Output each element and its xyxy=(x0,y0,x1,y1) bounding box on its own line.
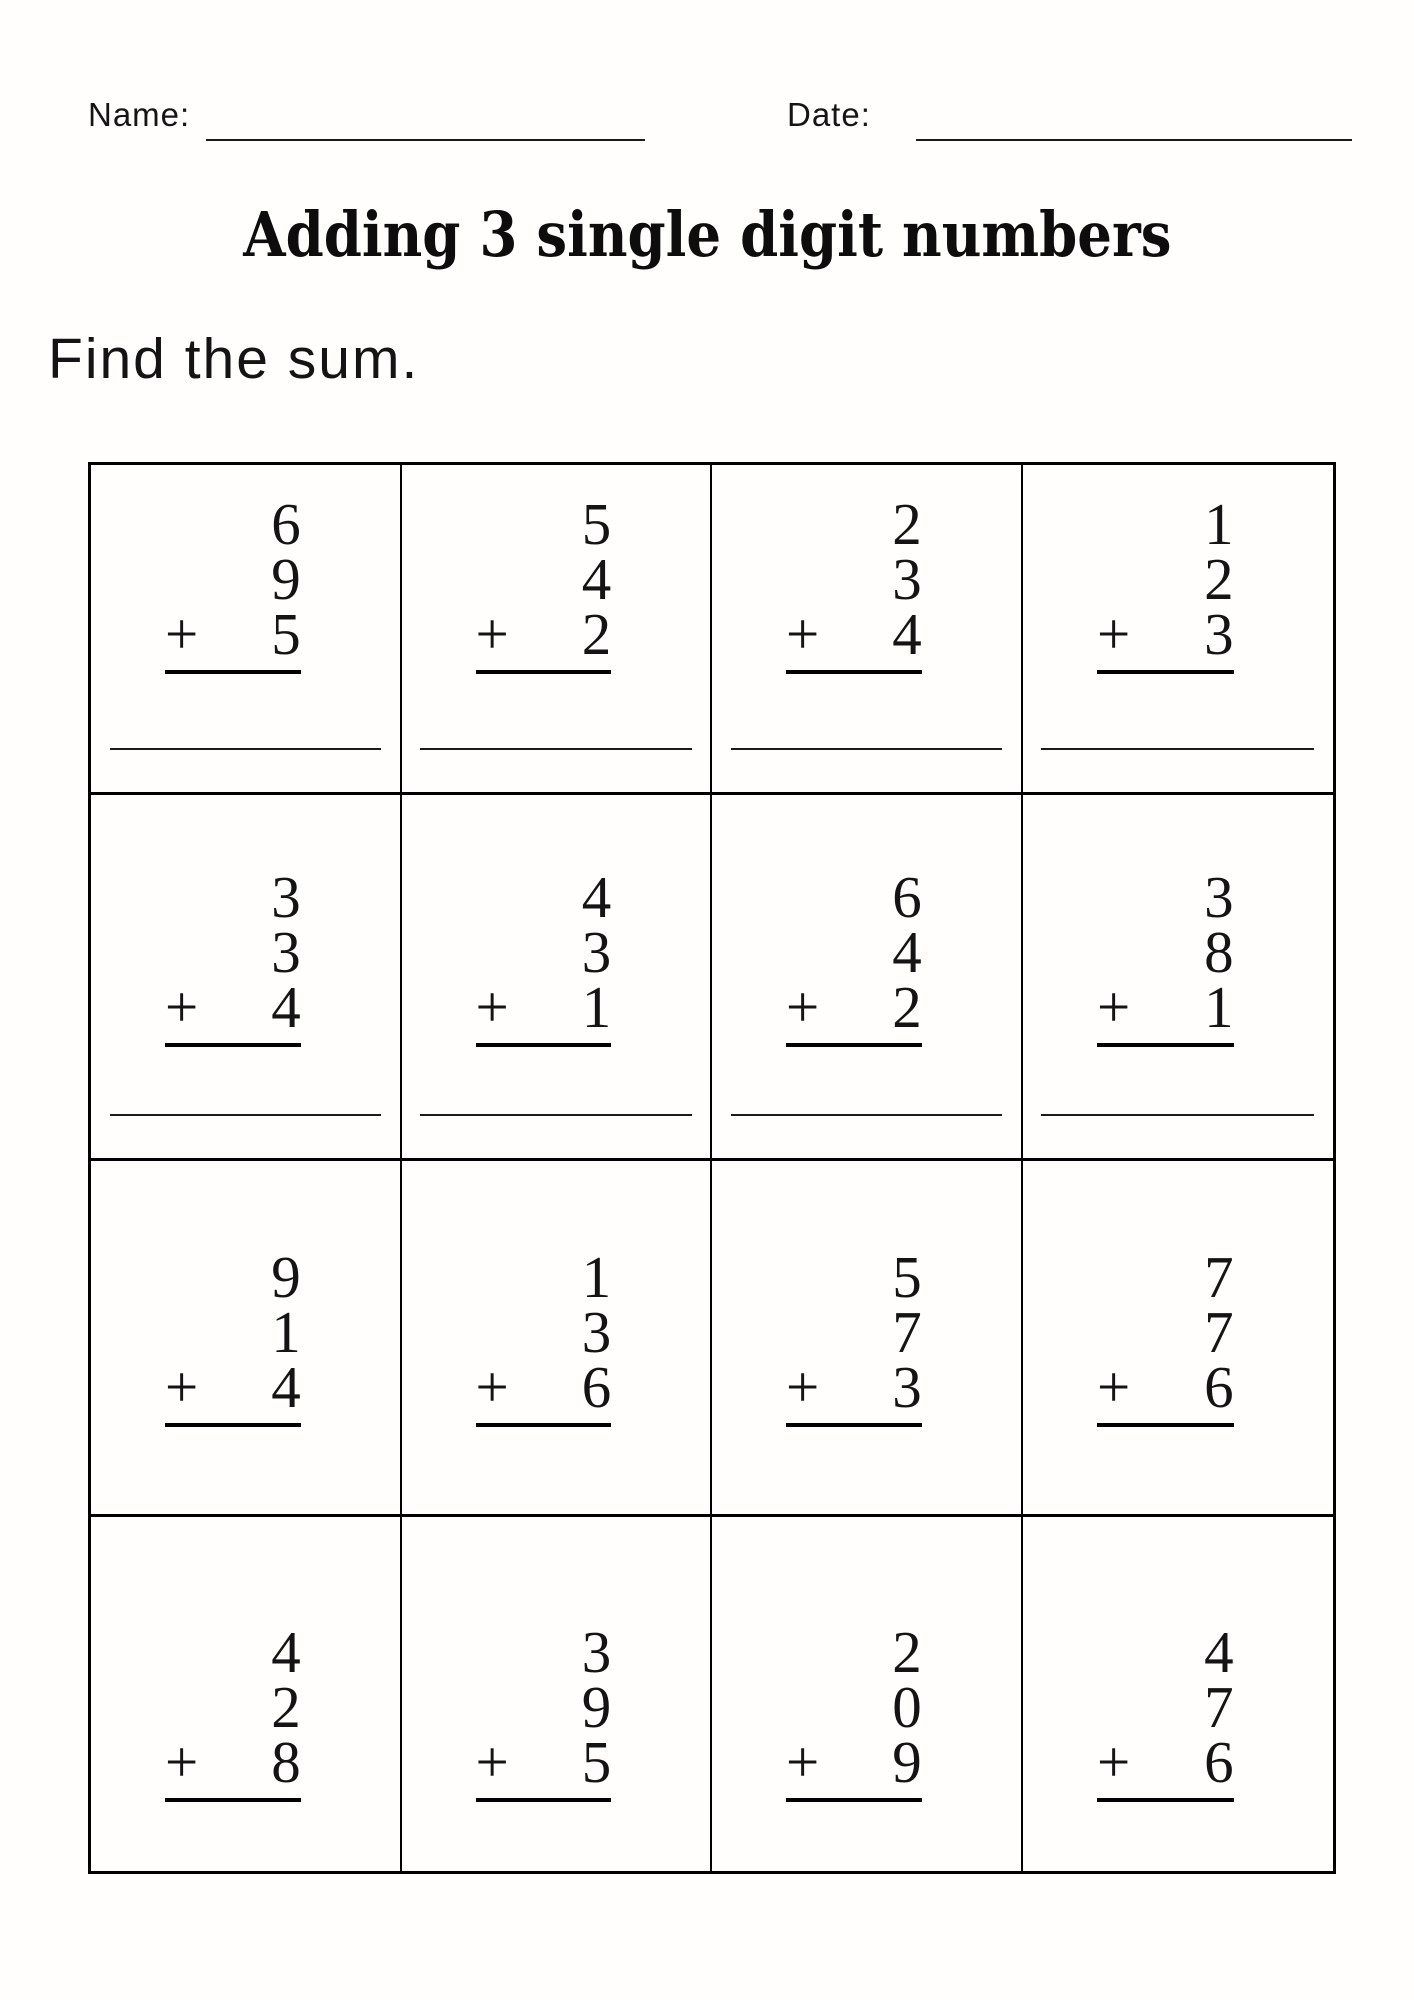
problems-grid xyxy=(88,462,1336,1874)
sum-line xyxy=(1097,1423,1234,1427)
plus-operator-icon: + xyxy=(786,1354,820,1420)
addend-digit: 5 xyxy=(271,601,301,667)
addend-digit: 1 xyxy=(271,1299,301,1365)
answer-line[interactable] xyxy=(731,748,1003,750)
plus-operator-icon: + xyxy=(1097,1729,1131,1795)
addend-digit: 1 xyxy=(581,974,612,1040)
addend-digit: 4 xyxy=(892,601,922,667)
addend-digit: 5 xyxy=(581,491,612,557)
addend-digit: 6 xyxy=(1204,1354,1234,1420)
problem-cell xyxy=(1023,1161,1334,1517)
addend-digit: 2 xyxy=(892,974,922,1040)
problem-cell xyxy=(402,795,713,1161)
addend-digit: 4 xyxy=(271,1619,301,1685)
problem xyxy=(786,465,922,674)
problem xyxy=(1097,1161,1234,1427)
date-input-line[interactable] xyxy=(916,139,1352,141)
problem-cell xyxy=(91,1161,402,1517)
addend-digit: 9 xyxy=(271,546,301,612)
operator-row xyxy=(1097,1354,1234,1420)
operator-row xyxy=(475,1354,612,1420)
plus-operator-icon: + xyxy=(1097,974,1131,1040)
problem xyxy=(1097,795,1234,1047)
sum-line xyxy=(1097,670,1234,674)
sum-line xyxy=(786,1043,922,1047)
sum-line xyxy=(165,1798,301,1802)
answer-line[interactable] xyxy=(110,1114,382,1116)
answer-line[interactable] xyxy=(1041,1114,1314,1116)
problem xyxy=(786,1161,922,1427)
problem-cell xyxy=(1023,465,1334,795)
addend-digit: 6 xyxy=(892,864,922,930)
problem xyxy=(476,795,612,1047)
addend-digit: 4 xyxy=(581,864,612,930)
name-label: Name: xyxy=(88,96,191,133)
sum-line xyxy=(1097,1798,1234,1802)
addend-digit: 2 xyxy=(1204,546,1234,612)
operator-row xyxy=(475,1729,612,1795)
problem-cell xyxy=(402,465,713,795)
title-row xyxy=(0,199,1414,271)
addend-digit: 3 xyxy=(1204,601,1234,667)
plus-operator-icon: + xyxy=(165,601,199,667)
addend-digit: 5 xyxy=(581,1729,612,1795)
plus-operator-icon: + xyxy=(786,1729,820,1795)
addend-digit: 8 xyxy=(271,1729,301,1795)
operator-row xyxy=(786,601,922,667)
plus-operator-icon: + xyxy=(475,1729,509,1795)
answer-line[interactable] xyxy=(420,748,692,750)
answer-line[interactable] xyxy=(420,1114,692,1116)
problem-cell xyxy=(91,795,402,1161)
plus-operator-icon: + xyxy=(475,974,509,1040)
plus-operator-icon: + xyxy=(1097,601,1131,667)
operator-row xyxy=(786,1729,922,1795)
instruction-text: Find the sum. xyxy=(48,327,420,391)
problem xyxy=(1097,465,1234,674)
addend-digit: 3 xyxy=(892,1354,922,1420)
addend-digit: 3 xyxy=(581,919,612,985)
sum-line xyxy=(165,1423,301,1427)
addend-digit: 3 xyxy=(1204,864,1234,930)
addend-digit: 3 xyxy=(271,919,301,985)
addend-digit: 4 xyxy=(892,919,922,985)
plus-operator-icon: + xyxy=(165,1729,199,1795)
answer-line[interactable] xyxy=(731,1114,1003,1116)
problem-cell xyxy=(712,795,1023,1161)
answer-line[interactable] xyxy=(110,748,382,750)
addend-digit: 7 xyxy=(1204,1674,1234,1740)
problem-cell xyxy=(712,1517,1023,1871)
addend-digit: 1 xyxy=(1204,974,1234,1040)
problem-cell xyxy=(712,465,1023,795)
addend-digit: 3 xyxy=(581,1299,612,1365)
problem xyxy=(476,1161,612,1427)
date-label: Date: xyxy=(787,96,871,133)
problem xyxy=(165,795,301,1047)
sum-line xyxy=(786,1798,922,1802)
addend-digit: 4 xyxy=(271,1354,301,1420)
operator-row xyxy=(165,1729,301,1795)
sum-line xyxy=(476,1798,612,1802)
sum-line xyxy=(476,1043,612,1047)
addend-digit: 7 xyxy=(1204,1299,1234,1365)
problem xyxy=(476,1517,612,1802)
sum-line xyxy=(476,670,612,674)
sum-line xyxy=(786,1423,922,1427)
addend-digit: 3 xyxy=(581,1619,612,1685)
addend-digit: 4 xyxy=(271,974,301,1040)
addend-digit: 3 xyxy=(271,864,301,930)
addend-digit: 4 xyxy=(1204,1619,1234,1685)
problem xyxy=(165,1161,301,1427)
addend-digit: 8 xyxy=(1204,919,1234,985)
operator-row xyxy=(1097,601,1234,667)
addend-digit: 2 xyxy=(271,1674,301,1740)
addend-digit: 6 xyxy=(1204,1729,1234,1795)
operator-row xyxy=(1097,1729,1234,1795)
plus-operator-icon: + xyxy=(165,974,199,1040)
page-title: Adding 3 single digit numbers xyxy=(242,198,1172,271)
problem xyxy=(165,1517,301,1802)
addend-digit: 9 xyxy=(892,1729,922,1795)
addend-digit: 4 xyxy=(581,546,612,612)
answer-line[interactable] xyxy=(1041,748,1314,750)
operator-row xyxy=(165,974,301,1040)
addend-digit: 2 xyxy=(581,601,612,667)
operator-row xyxy=(786,974,922,1040)
problem-cell xyxy=(402,1517,713,1871)
problem xyxy=(786,795,922,1047)
sum-line xyxy=(165,1043,301,1047)
problem-cell xyxy=(91,465,402,795)
operator-row xyxy=(1097,974,1234,1040)
name-input-line[interactable] xyxy=(206,139,645,141)
addend-digit: 5 xyxy=(892,1244,922,1310)
problem-cell xyxy=(402,1161,713,1517)
plus-operator-icon: + xyxy=(165,1354,199,1420)
sum-line xyxy=(1097,1043,1234,1047)
addend-digit: 2 xyxy=(892,491,922,557)
problem xyxy=(786,1517,922,1802)
problem xyxy=(165,465,301,674)
addend-digit: 1 xyxy=(1204,491,1234,557)
operator-row xyxy=(786,1354,922,1420)
operator-row xyxy=(165,1354,301,1420)
sum-line xyxy=(476,1423,612,1427)
plus-operator-icon: + xyxy=(475,601,509,667)
operator-row xyxy=(165,601,301,667)
sum-line xyxy=(786,670,922,674)
addend-digit: 1 xyxy=(581,1244,612,1310)
plus-operator-icon: + xyxy=(475,1354,509,1420)
plus-operator-icon: + xyxy=(786,974,820,1040)
addend-digit: 0 xyxy=(892,1674,922,1740)
plus-operator-icon: + xyxy=(786,601,820,667)
addend-digit: 2 xyxy=(892,1619,922,1685)
sum-line xyxy=(165,670,301,674)
addend-digit: 6 xyxy=(581,1354,612,1420)
addend-digit: 9 xyxy=(581,1674,612,1740)
addend-digit: 7 xyxy=(892,1299,922,1365)
addend-digit: 9 xyxy=(271,1244,301,1310)
operator-row xyxy=(475,601,612,667)
addend-digit: 6 xyxy=(271,491,301,557)
problem-cell xyxy=(712,1161,1023,1517)
problem-cell xyxy=(1023,795,1334,1161)
operator-row xyxy=(475,974,612,1040)
addend-digit: 3 xyxy=(892,546,922,612)
problem-cell xyxy=(91,1517,402,1871)
addend-digit: 7 xyxy=(1204,1244,1234,1310)
problem xyxy=(1097,1517,1234,1802)
problem-cell xyxy=(1023,1517,1334,1871)
plus-operator-icon: + xyxy=(1097,1354,1131,1420)
problem xyxy=(476,465,612,674)
